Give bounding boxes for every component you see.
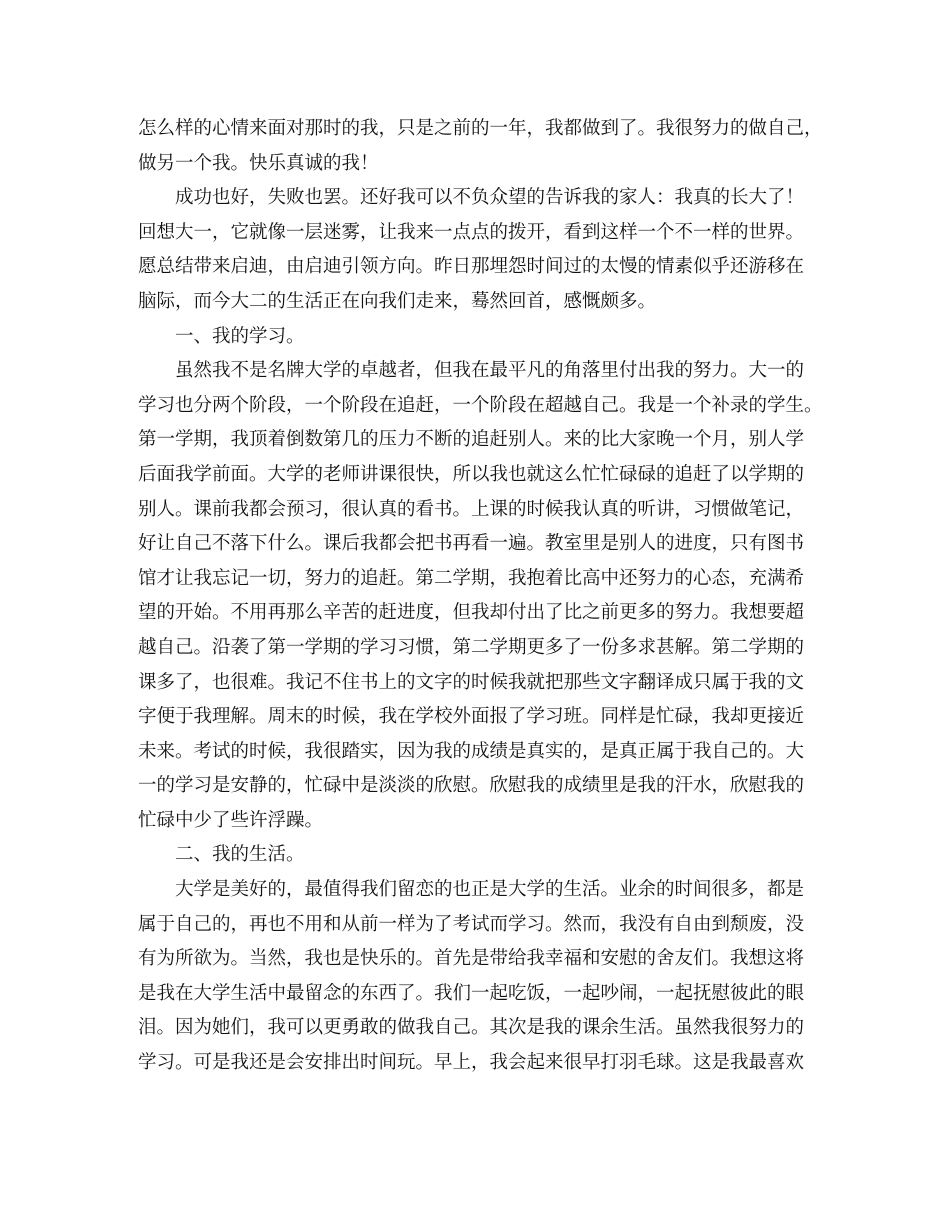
text-line: 学习也分两个阶段，一个阶段在追赶，一个阶段在超越自己。我是一个补录的学生。 [138, 394, 823, 416]
text-line: 别人。课前我都会预习，很认真的看书。上课的时候我认真的听讲，习惯做笔记， [138, 498, 805, 520]
text-line: 馆才让我忘记一切，努力的追赶。第二学期，我抱着比高中还努力的心态，充满希 [138, 567, 805, 589]
text-line: 怎么样的心情来面对那时的我，只是之前的一年，我都做到了。我很努力的做自己， [138, 118, 823, 139]
document-body [138, 112, 828, 1081]
text-line: 是我在大学生活中最留念的东西了。我们一起吃饭，一起吵闹，一起抚慰彼此的眼 [138, 982, 805, 1004]
text-line: 望的开始。不用再那么辛苦的赶进度，但我却付出了比之前更多的努力。我想要超 [138, 602, 805, 624]
text-line: 脑际，而今大二的生活正在向我们走来，蓦然回首，感慨颇多。 [138, 290, 657, 312]
text-line: 未来。考试的时候，我很踏实，因为我的成绩是真实的，是真正属于我自己的。大 [138, 740, 805, 762]
text-line: 属于自己的，再也不用和从前一样为了考试而学习。然而，我没有自由到颓废，没 [138, 913, 805, 935]
text-line: 二、我的生活。 [175, 844, 305, 866]
text-line: 一、我的学习。 [175, 325, 305, 347]
text-line: 泪。因为她们，我可以更勇敢的做我自己。其次是我的课余生活。虽然我很努力的 [138, 1017, 805, 1039]
text-line: 好让自己不落下什么。课后我都会把书再看一遍。教室里是别人的进度，只有图书 [138, 533, 805, 555]
text-line: 后面我学前面。大学的老师讲课很快，所以我也就这么忙忙碌碌的追赶了以学期的 [138, 463, 805, 485]
text-line: 愿总结带来启迪，由启迪引领方向。昨日那埋怨时间过的太慢的情素似乎还游移在 [138, 256, 805, 278]
text-line: 成功也好，失败也罢。还好我可以不负众望的告诉我的家人：我真的长大了！ [175, 187, 805, 209]
text-line: 学习。可是我还是会安排出时间玩。早上，我会起来很早打羽毛球。这是我最喜欢 [138, 1052, 805, 1074]
text-line: 回想大一，它就像一层迷雾，让我来一点点的拨开，看到这样一个不一样的世界。 [138, 221, 805, 243]
text-line: 忙碌中少了些许浮躁。 [138, 809, 324, 831]
text-line: 一的学习是安静的，忙碌中是淡淡的欣慰。欣慰我的成绩里是我的汗水，欣慰我的 [138, 775, 805, 797]
text-line: 第一学期，我顶着倒数第几的压力不断的追赶别人。来的比大家晚一个月，别人学 [138, 429, 805, 451]
text-line: 字便于我理解。周末的时候，我在学校外面报了学习班。同样是忙碌，我却更接近 [138, 706, 805, 728]
text-line: 课多了，也很难。我记不住书上的文字的时候我就把那些文字翻译成只属于我的文 [138, 671, 805, 693]
text-line: 有为所欲为。当然，我也是快乐的。首先是带给我幸福和安慰的舍友们。我想这将 [138, 948, 805, 970]
text-line: 越自己。沿袭了第一学期的学习习惯，第二学期更多了一份多求甚解。第二学期的 [138, 636, 805, 658]
text-line: 虽然我不是名牌大学的卓越者，但我在最平凡的角落里付出我的努力。大一的 [175, 360, 805, 382]
text-line: 做另一个我。快乐真诚的我！ [138, 152, 379, 174]
text-line: 大学是美好的，最值得我们留恋的也正是大学的生活。业余的时间很多，都是 [175, 879, 805, 901]
